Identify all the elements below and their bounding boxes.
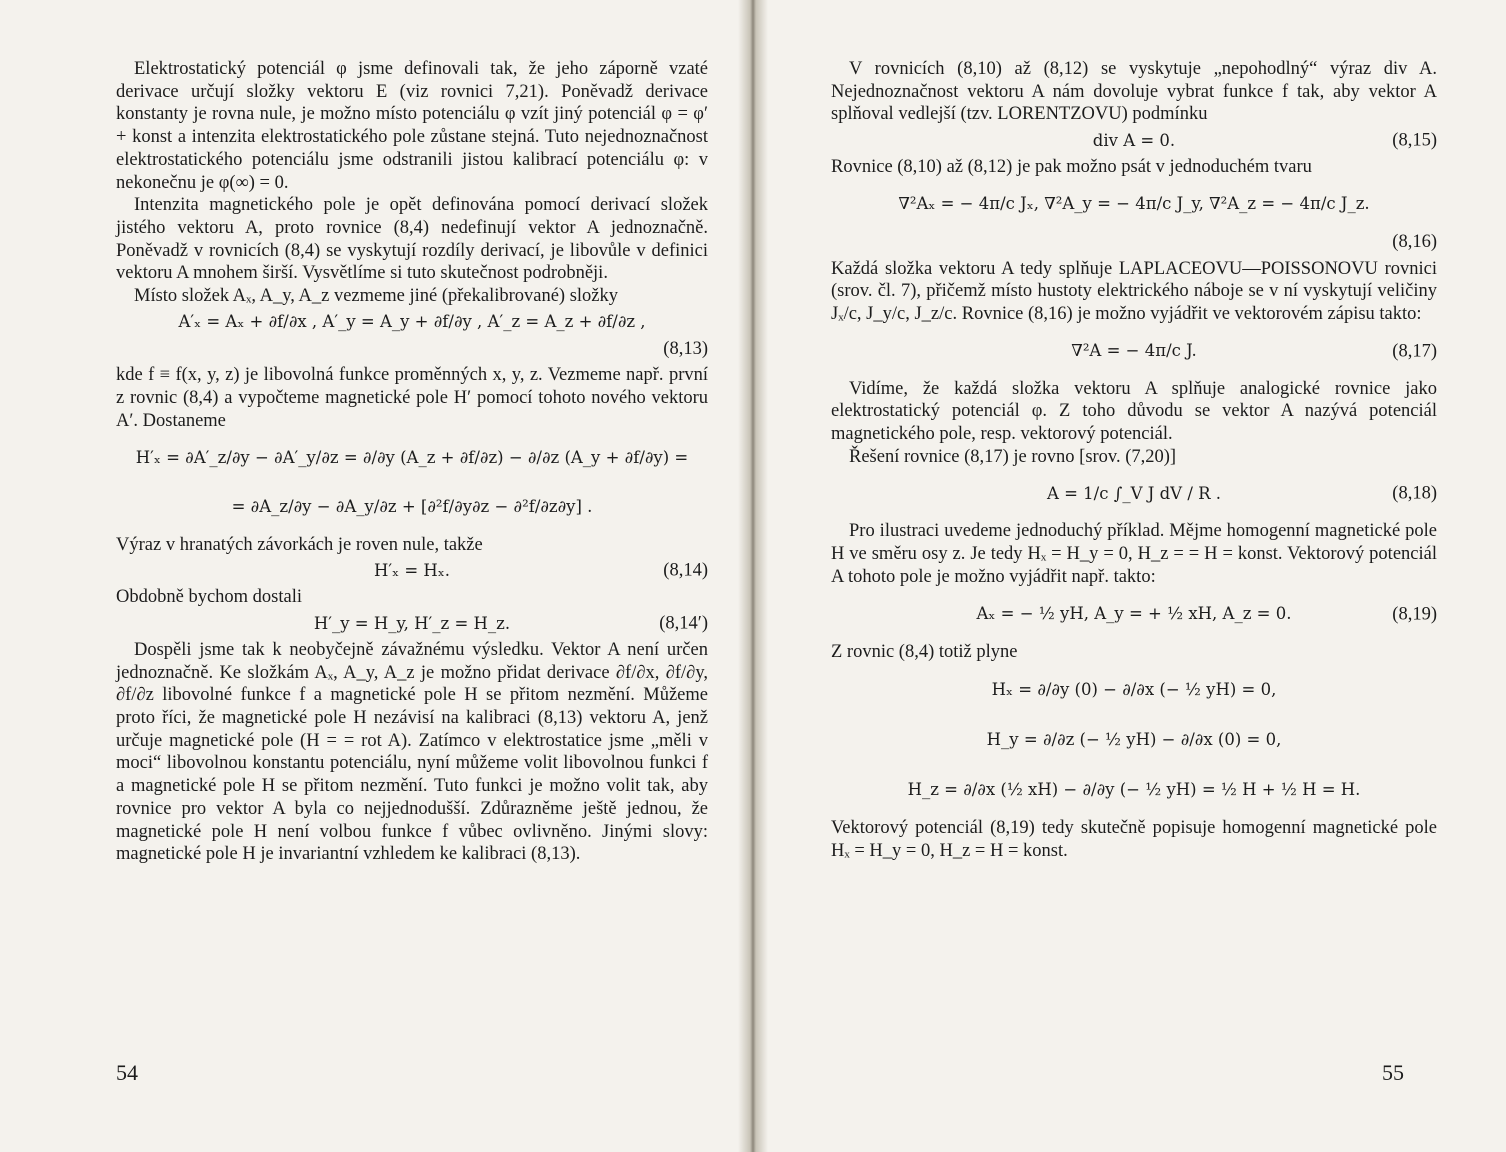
right-text-column — [831, 58, 1437, 863]
equation-8-15 — [831, 129, 1437, 153]
paragraph-lorentz-condition: V rovnicích (8,10) až (8,12) se vyskytuje „nepohodlný“ výraz div A. Nejednoznačnost vektoru A nám dovoluje vybrat funkce f tak, aby vektor A splňoval vedlejší (tzv. LORENTZOVU) podmínku — [831, 59, 1437, 125]
equation-8-15-body: div A = 0. — [1092, 130, 1176, 150]
equation-number-8-15: (8,15) — [1392, 130, 1437, 151]
page-number-right: 55 — [1382, 1060, 1404, 1085]
equation-hy-body: H_y = ∂/∂z (− ½ yH) − ∂/∂x (0) = 0, — [986, 729, 1282, 749]
equation-8-16-body: ∇²Aₓ = − 4π/c Jₓ, ∇²A_y = − 4π/c J_y, ∇²A_z = − 4π/c J_z. — [898, 194, 1370, 214]
equation-8-17-body: ∇²A = − 4π/c J. — [1071, 341, 1197, 361]
equation-number-8-19: (8,19) — [1392, 604, 1437, 625]
equation-8-14 — [116, 559, 708, 583]
paragraph-recalibrated-components: Místo složek Aₓ, A_y, A_z vezmeme jiné (překalibrované) složky — [134, 286, 619, 307]
equation-8-19-body: Aₓ = − ½ yH, A_y = + ½ xH, A_z = 0. — [976, 604, 1292, 624]
right-page — [753, 0, 1506, 1152]
paragraph-similarly: Obdobně bychom dostali — [116, 587, 303, 608]
equation-number-8-16: (8,16) — [1392, 231, 1437, 252]
equation-hy — [831, 717, 1437, 763]
paragraph-important-result: Dospěli jsme tak k neobyčejně závažnému výsledku. Vektor A není určen jednoznačně. Ke složkám Aₓ, A_y, A_z je možno přidat derivace ∂f/∂x, ∂f/∂y, ∂f/∂z libovolné funkce f a magnetické pole H se přitom nezmění. Můžeme proto říci, že magnetické pole H nezávisí na kalibraci (8,13) vektoru A, jenž určuje magnetické pole (H = = rot A). Zatímco v elektrostatice jsme „měli v moci“ libovolnou konstantu potenciálu, nyní můžeme volit libovolnou funkci f a magnetické pole H se přitom nezmění. Tuto funkci je možno volit tak, aby rovnice pro vektor A byla co nejjednodušší. Zdůrazněme ještě jednou, že magnetické pole H není volbou funkce f vůbec ovlivněno. Jinými slovy: magnetické pole H je invariantní vzhledem ke kalibraci (8,13). — [116, 639, 708, 865]
paragraph-from-equations: Z rovnic (8,4) totiž plyne — [831, 641, 1018, 662]
left-text-column — [116, 58, 708, 866]
equation-number-8-14: (8,14) — [663, 560, 708, 581]
equation-8-18-body: A = 1/c ∫_V J dV / R . — [1046, 484, 1222, 504]
paragraph-simple-form: Rovnice (8,10) až (8,12) je pak možno psát v jednoduchém tvaru — [831, 157, 1312, 178]
equation-number-8-14-prime: (8,14′) — [659, 613, 708, 634]
paragraph-laplace-poisson: Každá složka vektoru A tedy splňuje LAPLACEOVU—POISSONOVU rovnici (srov. čl. 7), přičemž místo hustoty elektrického náboje se v ní vyskytují veličiny Jₓ/c, J_y/c, J_z/c. Rovnice (8,16) je možno vyjádřit ve vektorovém zápisu takto: — [831, 258, 1437, 324]
equation-hz — [831, 767, 1437, 813]
paragraph-conclusion: Vektorový potenciál (8,19) tedy skutečně popisuje homogenní magnetické pole Hₓ = H_y = 0, H_z = H = konst. — [831, 818, 1437, 861]
paragraph-magnetic-intensity: Intenzita magnetického pole je opět definována pomocí derivací složek jistého vektoru A, proto rovnice (8,4) nedefinují vektor A jednoznačně. Poněvadž v rovnicích (8,4) se vyskytují rozdíly derivací, je libovůle v definici vektoru A mnohem širší. Vysvětlíme si tuto skutečnost podrobněji. — [116, 195, 708, 284]
equation-8-13-body: A′ₓ = Aₓ + ∂f/∂x , A′_y = A_y + ∂f/∂y , A′_z = A_z + ∂f/∂z , — [178, 312, 646, 332]
equation-8-17 — [831, 329, 1437, 375]
paragraph-bracket-zero: Výraz v hranatých závorkách je roven nule, takže — [116, 534, 483, 555]
equation-8-14-prime-body: H′_y = H_y, H′_z = H_z. — [313, 613, 511, 633]
equation-h-prime-line-2 — [116, 485, 708, 531]
paragraph-solution: Řešení rovnice (8,17) je rovno [srov. (7,20)] — [849, 446, 1177, 467]
page-number-left: 54 — [116, 1060, 138, 1085]
paragraph-electrostatic-potential: Elektrostatický potenciál φ jsme definovali tak, že jeho záporně vzaté derivace určují složky vektoru E (viz rovnici 7,21). Poněvadž derivace konstanty je rovna nule, je možno místo potenciálu φ vzít jiný potenciál φ = φ′ + konst a intenzita elektrostatického pole zůstane stejná. Tuto nejednoznačnost elektrostatického potenciálu jsme odstranili jistou kalibrací potenciálu φ: v nekonečnu je φ(∞) = 0. — [116, 59, 708, 193]
equation-8-14-prime — [116, 612, 708, 636]
equation-h-prime-line-1 — [116, 436, 708, 482]
equation-hx-body: Hₓ = ∂/∂y (0) − ∂/∂x (− ½ yH) = 0, — [991, 679, 1277, 699]
equation-8-14-body: H′ₓ = Hₓ. — [373, 560, 451, 580]
equation-hz-body: H_z = ∂/∂x (½ xH) − ∂/∂y (− ½ yH) = ½ H + ½ H = H. — [907, 779, 1361, 799]
paragraph-vector-potential: Vidíme, že každá složka vektoru A splňuje analogické rovnice jako elektrostatický potenciál φ. Z toho důvodu se vektor A nazývá potenciál magnetického pole, resp. vektorový potenciál. — [831, 378, 1437, 445]
equation-8-13 — [116, 311, 708, 335]
paragraph-example: Pro ilustraci uvedeme jednoduchý příklad. Mějme homogenní magnetické pole H ve směru osy z. Je tedy Hₓ = H_y = 0, H_z = = H = konst. Vektorový potenciál A tohoto pole je možno vyjádřit např. takto: — [831, 521, 1437, 587]
paragraph-where-f: kde f ≡ f(x, y, z) je libovolná funkce proměnných x, y, z. Vezmeme např. první z rovnic (8,4) a vypočteme magnetické pole H′ pomocí tohoto nového vektoru A′. Dostaneme — [116, 365, 708, 431]
equation-number-8-18: (8,18) — [1392, 484, 1437, 505]
equation-8-19 — [831, 592, 1437, 638]
equation-h-prime-line-2-body: = ∂A_z/∂y − ∂A_y/∂z + [∂²f/∂y∂z − ∂²f/∂z∂y] . — [231, 497, 593, 517]
equation-8-16 — [831, 182, 1437, 228]
equation-number-8-17: (8,17) — [1392, 341, 1437, 362]
equation-number-8-13: (8,13) — [663, 338, 708, 359]
book-gutter — [738, 0, 768, 1152]
equation-8-18 — [831, 471, 1437, 517]
equation-h-prime-line-1-body: H′ₓ = ∂A′_z/∂y − ∂A′_y/∂z = ∂/∂y (A_z + ∂f/∂z) − ∂/∂z (A_y + ∂f/∂y) = — [135, 448, 689, 468]
equation-hx — [831, 667, 1437, 713]
